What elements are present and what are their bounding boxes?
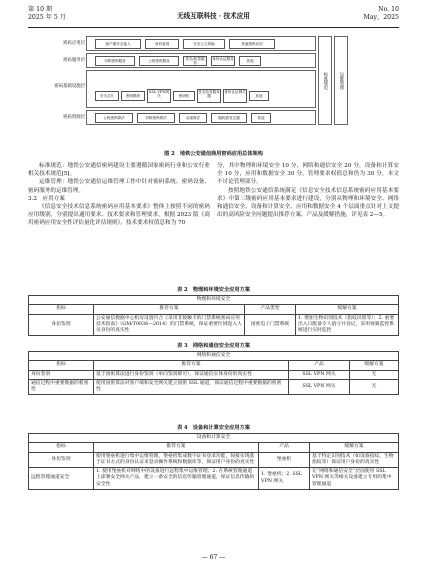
paragraph: 分，其中物理和环境安全 10 分，网络和通信安全 20 分，设备和计算安全 10 分，应用和数据安全 30 分，管理要求权值总和仍为 30 分，本文不讨论管理部分。 <box>217 163 399 186</box>
table-group: 物理和环境安全 <box>29 296 399 305</box>
col-header: 指标 <box>29 443 94 452</box>
table-caption: 表 2 物理和环境安全应用方案 <box>177 287 250 293</box>
issue-cn: 第 10 期 <box>28 6 53 13</box>
diagram-box: 其他密码应用 <box>229 39 275 49</box>
table-group: 设备和计算安全 <box>29 434 399 443</box>
paragraph: 运维管理：地铁公安通信运维管理工作中针对密码系统、密码设备、密码服务的运维管理。 <box>28 179 210 194</box>
layer-label: 密码应用层 <box>63 41 85 46</box>
diagram-box: 安全公文传输 <box>183 39 225 49</box>
paragraph: 《信息安全技术信息系统密码应用基本要求》整体上按照不同的密码应用级别，分别提出通用要求、技术要求和管理要求，根据 2023 版《商用密码应用安全性评估量化评估规则》，技术要求权值总和为 70 <box>28 204 210 227</box>
table-caption: 表 3 网络和通信安全应用方案 <box>177 343 250 349</box>
col-header: 推荐方案 <box>94 305 245 314</box>
date-cn: 2025 年 5 月 <box>28 14 66 21</box>
body-column-left <box>28 162 210 228</box>
running-header <box>28 6 399 26</box>
table-physical <box>28 295 399 336</box>
layer-label: 密码资源层 <box>63 115 85 120</box>
cell: 基于国密算法进行身份鉴别（单向鉴别即可），保证通信实体身份的真实性 <box>94 370 289 379</box>
cell: 远程管理通道安全 <box>29 468 94 490</box>
diagram-box: 随机数发生器 <box>211 113 247 123</box>
cell: 1. 堡垒机；2. SSL VPN 网关 <box>259 468 310 490</box>
diagram-box: 公钥密码服务 <box>139 56 179 66</box>
header-right <box>364 6 399 22</box>
cell: 1. 增加生物识别技术（指纹识别等）；2. 重要出入口配备专人值守并登记，采用视频监控系统进行实时监控 <box>296 314 399 336</box>
table-device <box>28 433 399 490</box>
diagram-box: 其他 <box>239 56 261 66</box>
layer-label: 密码基础设施层 <box>54 84 85 89</box>
col-header: 指标 <box>29 361 94 370</box>
diagram-box: 其他 <box>251 113 271 123</box>
table-network <box>28 351 399 395</box>
cell: 身份鉴别 <box>29 314 94 336</box>
cell: 使用国密算法对客户端和安全网关建立国密 SSL 通道，保证通信过程中重要数据的机密性 <box>94 379 289 395</box>
col-header: 缓解方案 <box>310 443 399 452</box>
diagram-box: 身份认证网关 <box>223 89 247 103</box>
cell: SSL VPN 网关 <box>289 379 350 395</box>
cell: 国密电子门禁系统 <box>245 314 296 336</box>
table-row <box>29 468 399 490</box>
cell: SSL VPN 网关 <box>289 370 350 379</box>
diagram-box: 密码机 <box>173 91 195 101</box>
col-header: 推荐方案 <box>94 443 259 452</box>
date-en: May，2025 <box>363 14 399 21</box>
diagram-box: 签名验签服务器 <box>197 89 221 103</box>
diagram-box: 杂凑算法 <box>179 113 207 123</box>
body-column-right <box>217 162 399 219</box>
table-caption: 表 4 设备和计算安全应用方案 <box>177 425 250 431</box>
table-row <box>29 452 399 468</box>
cell: 在“网络和通信安全”层面使用 SSL VPN 网关等相关设备建立专用的集中管理通道 <box>310 468 399 490</box>
layer-service <box>63 53 316 68</box>
diagram-box: 签名/验签服务 <box>183 56 207 66</box>
diagram-box: SSL VPN网关 <box>147 89 171 103</box>
col-header: 推荐方案 <box>94 361 289 370</box>
figure-caption: 图 2 地铁公安通信商用密码应用总体架构 <box>164 151 263 157</box>
cell: 基于特定识别技术（如设备指纹、生物指纹等）保证用户身份的真实性 <box>310 452 399 468</box>
issue-en: No. 10 <box>378 6 399 13</box>
diagram-box: 密码模块 <box>121 91 145 101</box>
paragraph: 标准规范：地铁公安通信密码建设主要遵循国家密码行业和公安行业相关技术规范[5]。 <box>28 163 210 178</box>
diagram-box: 对称密码算法 <box>137 113 175 123</box>
cell: 公安通信数据中心机房设置符合《采用非接触卡的门禁系统密码应用技术指南》（GM/T0036—2014）的门禁系统，保证重要区域进入人员身份的真实性 <box>94 314 245 336</box>
cell: 身份鉴别 <box>29 370 94 379</box>
diagram-box: 对称密码服务 <box>95 56 135 66</box>
col-header: 缓解方案 <box>296 305 399 314</box>
col-header: 产品 <box>289 361 350 370</box>
table-group: 网络和通信安全 <box>29 352 399 361</box>
table-row <box>29 379 399 395</box>
table-row <box>29 370 399 379</box>
architecture-diagram <box>54 36 348 146</box>
col-header: 缓解方案 <box>350 361 399 370</box>
side-operations: 运维管理 <box>334 36 348 125</box>
cell: 无 <box>350 379 399 395</box>
cell: 身份鉴别 <box>29 452 94 468</box>
layer-label: 密码服务层 <box>63 58 85 63</box>
diagram-box: 客户端安全接入 <box>95 39 141 49</box>
journal-name: 无线互联科技 · 技术应用 <box>177 12 250 20</box>
cell: 使用堡垒机进行集中运维管理，堡垒机集成数字证书登录功能，间接实现基于证书方式的身份认证来登录操作系统和数据库等，保证用户身份的真实性 <box>94 452 259 468</box>
col-header: 指标 <box>29 305 94 314</box>
diagram-box: 身份认证服务 <box>211 56 235 66</box>
diagram-box: 公钥密码算法 <box>95 113 133 123</box>
layer-resource <box>63 110 316 125</box>
cell: 堡垒机 <box>259 452 310 468</box>
diagram-box: 其他 <box>249 91 269 101</box>
col-header: 产品类型 <box>245 305 296 314</box>
cell: 通信过程中重要数据的机密性 <box>29 379 94 395</box>
paragraph: 按照地铁公安通信系统满足《信息安全技术信息系统密码应用基本要求》中第三级密码应用基本要求进行建设，分别从物理和环境安全、网络和通信安全、设备和计算安全、应用和数据安全 4 个层面重点针对上文提出的高风险安全问题提出推荐方案、产品及缓解措施，详见表 2—5。 <box>217 187 399 219</box>
cell: 1. 使用堡垒机对网络中的设备进行远程集中运维管理；2. 在系统管理通道上部署安全网关产品，建立一条安全的信息传输管理通道，保证信息传输的安全性 <box>94 468 259 490</box>
diagram-box: 安全芯片 <box>95 91 119 101</box>
col-header: 产品 <box>259 443 310 452</box>
header-rule <box>28 27 399 28</box>
table-row <box>29 314 399 336</box>
side-standards: 标准规范 <box>318 36 332 125</box>
section-heading: 3.2 应用方案 <box>28 195 65 202</box>
layer-application <box>63 36 316 51</box>
diagram-box: 身份鉴别 <box>145 39 179 49</box>
cell: 无 <box>350 370 399 379</box>
layer-infrastructure <box>54 70 316 108</box>
page-number: — 67 — <box>201 554 226 561</box>
